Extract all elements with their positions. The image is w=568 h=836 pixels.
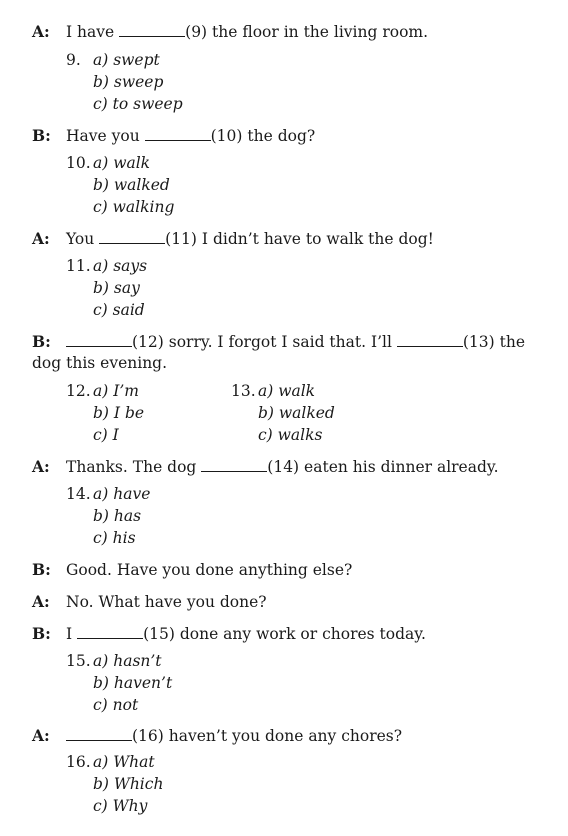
dialogue-line-11: You (11) I didn’t have to walk the dog! bbox=[66, 230, 434, 248]
option-c: c) said bbox=[93, 301, 145, 319]
option-a: a) says bbox=[93, 257, 148, 275]
question-number: 12. bbox=[66, 382, 91, 400]
speaker-label: B: bbox=[32, 126, 51, 145]
question-number: 16. bbox=[66, 753, 91, 771]
option-c: c) walking bbox=[93, 198, 175, 216]
option-b: b) I be bbox=[93, 404, 145, 422]
option-c: c) Why bbox=[93, 797, 148, 815]
answer-blank bbox=[66, 332, 132, 347]
dialogue-line-15: I (15) done any work or chores today. bbox=[66, 625, 426, 643]
question-number: 14. bbox=[66, 485, 91, 503]
dialogue-line-14: Thanks. The dog (14) eaten his dinner already. bbox=[66, 458, 499, 476]
option-b: b) sweep bbox=[93, 73, 164, 91]
speaker-label: B: bbox=[32, 624, 51, 643]
option-a: a) swept bbox=[93, 51, 160, 69]
answer-blank bbox=[119, 22, 185, 37]
dialogue-line-10: Have you (10) the dog? bbox=[66, 127, 316, 145]
option-a: a) have bbox=[93, 485, 151, 503]
option-a: a) What bbox=[93, 753, 155, 771]
dialogue-line-16: (16) haven’t you done any chores? bbox=[66, 726, 402, 746]
dialogue-line-12-13: (12) sorry. I forgot I said that. I’ll (13) the bbox=[66, 332, 525, 352]
option-c: c) walks bbox=[258, 426, 323, 444]
option-c: c) not bbox=[93, 696, 139, 714]
question-number: 15. bbox=[66, 652, 91, 670]
option-c: c) to sweep bbox=[93, 95, 183, 113]
answer-blank bbox=[145, 126, 211, 141]
speaker-label: B: bbox=[32, 332, 51, 351]
dialogue-line: Good. Have you done anything else? bbox=[66, 561, 353, 579]
answer-blank bbox=[66, 726, 132, 741]
speaker-label: A: bbox=[32, 22, 50, 41]
question-number: 10. bbox=[66, 154, 91, 172]
dialogue-line-9: I have (9) the floor in the living room. bbox=[66, 23, 429, 41]
option-b: b) has bbox=[93, 507, 142, 525]
answer-blank bbox=[77, 624, 143, 639]
option-b: b) walked bbox=[93, 176, 170, 194]
question-number: 11. bbox=[66, 257, 91, 275]
dialogue-continuation: dog this evening. bbox=[32, 354, 168, 372]
option-c: c) I bbox=[93, 426, 119, 444]
speaker-label: A: bbox=[32, 726, 50, 745]
option-b: b) say bbox=[93, 279, 140, 297]
dialogue-line: No. What have you done? bbox=[66, 593, 267, 611]
speaker-label: A: bbox=[32, 229, 50, 248]
answer-blank bbox=[201, 457, 267, 472]
option-a: a) walk bbox=[93, 154, 151, 172]
option-a: a) walk bbox=[258, 382, 316, 400]
option-a: a) hasn’t bbox=[93, 652, 162, 670]
option-b: b) Which bbox=[93, 775, 164, 793]
answer-blank bbox=[99, 229, 165, 244]
question-number: 9. bbox=[66, 51, 81, 69]
option-c: c) his bbox=[93, 529, 136, 547]
speaker-label: A: bbox=[32, 457, 50, 476]
answer-blank bbox=[397, 332, 463, 347]
speaker-label: A: bbox=[32, 592, 50, 611]
option-b: b) walked bbox=[258, 404, 335, 422]
speaker-label: B: bbox=[32, 560, 51, 579]
question-number: 13. bbox=[231, 382, 256, 400]
option-b: b) haven’t bbox=[93, 674, 173, 692]
option-a: a) I’m bbox=[93, 382, 139, 400]
